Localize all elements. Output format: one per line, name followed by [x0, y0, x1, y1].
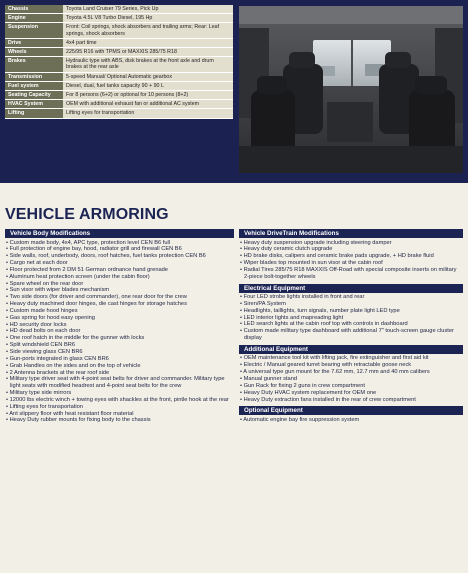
- spec-label: Chassis: [5, 5, 63, 14]
- spec-row: [5, 23, 233, 38]
- section-heading: Optional Equipment: [239, 406, 463, 415]
- list-item: • Heavy Duty rubber mounts for fixing body to the chassis: [5, 417, 234, 424]
- spec-row: [5, 38, 233, 47]
- spec-value: 225/95 R16 with TPMS or MAXXIS 285/75 R18: [63, 48, 233, 57]
- vehicle-interior-illustration: [239, 6, 463, 173]
- spec-label: Wheels: [5, 48, 63, 57]
- spec-label: HVAC System: [5, 100, 63, 109]
- list-item: • Spare wheel on the rear door: [5, 281, 234, 288]
- spec-label: Brakes: [5, 57, 63, 72]
- spec-value: Diesel, dual, fuel tanks capacity 90 + 90 L: [63, 81, 233, 90]
- list-item: • Heavy duty suspension upgrade including steering damper: [239, 240, 463, 247]
- spec-value: 5-speed Manual/ Optional Automatic gearbox: [63, 72, 233, 81]
- spec-row: [5, 100, 233, 109]
- list-item: • OEM maintenance tool kit with lifting jack, fire extinguisher and first aid kit: [239, 355, 463, 362]
- list-item: • Heavy duty machined door hinges, die cast hinges for storage hatches: [5, 301, 234, 308]
- spec-label: Engine: [5, 14, 63, 23]
- list-item: • Siren/PA System: [239, 301, 463, 308]
- list-item: • Lifting eyes for transportation: [5, 404, 234, 411]
- list-item: • Split windshield CEN BR6: [5, 342, 234, 349]
- page-title: VEHICLE ARMORING: [5, 206, 169, 223]
- spec-row: [5, 72, 233, 81]
- list-item: • Manual gunner stand: [239, 376, 463, 383]
- list-item: • HD security door locks: [5, 322, 234, 329]
- list-item: • Heavy Duty extraction fans installed in the rear of crew compartment: [239, 397, 463, 404]
- right-column: [239, 229, 463, 427]
- list-item: • Custom made military type dashboard with additional 7" touch-screen gauge cluster display: [239, 328, 463, 342]
- list-item: • Side viewing glass CEN BR6: [5, 349, 234, 356]
- spec-value: Hydraulic type with ABS, disk brakes at the front axle and drum brakes at the rear axle: [63, 57, 233, 72]
- spec-row: [5, 48, 233, 57]
- spec-row: [5, 14, 233, 23]
- optional-equipment-list: [239, 417, 463, 424]
- spec-label: Seating Capacity: [5, 91, 63, 100]
- section-heading: Vehicle DriveTrain Modifications: [239, 229, 463, 238]
- list-item: • LED search lights at the cabin roof top with controls in dashboard: [239, 321, 463, 328]
- list-item: • One roof hatch in the middle for the gunner with locks: [5, 335, 234, 342]
- list-item: • Gun Rack for fixing 2 guns in crew compartment: [239, 383, 463, 390]
- electrical-list: [239, 294, 463, 342]
- list-item: • A universal type gun mount for the 7.62 mm, 12.7 mm and 40 mm calibers: [239, 369, 463, 376]
- list-item: • Floor protected from 2 DM 51 German ordnance hand grenade: [5, 267, 234, 274]
- spec-value: Lifting eyes for transportation: [63, 109, 233, 118]
- list-item: • Military type driver seat with 4-point seat belts for driver and commander. Military type light seats with modified headrest and 4-point seat belts for the crew: [5, 376, 234, 390]
- spec-label: Suspension: [5, 23, 63, 38]
- section-heading: Electrical Equipment: [239, 284, 463, 293]
- spec-value: Toyota 4.5L V8 Turbo Diesel, 195 Hp: [63, 14, 233, 23]
- spec-value: Toyota Land Cruiser 79 Series, Pick Up: [63, 5, 233, 14]
- list-item: • Sun visor with wiper blades mechanism: [5, 287, 234, 294]
- list-item: • Military type side mirrors: [5, 390, 234, 397]
- list-item: • Gas spring for hood easy opening: [5, 315, 234, 322]
- list-item: • Ant slippery floor with heat resistant floor material: [5, 411, 234, 418]
- drivetrain-list: [239, 240, 463, 281]
- spec-label: Fuel system: [5, 81, 63, 90]
- list-item: • Heavy duty ceramic clutch upgrade: [239, 246, 463, 253]
- list-item: • Radial Tires 285/75 R18 MAXXIS Off-Road with special composite inserts on military 2-piece bolt-together wheels: [239, 267, 463, 281]
- list-item: • 12000 lbs electric winch + towing eyes with shackles at the front, pintle hook at the rear: [5, 397, 234, 404]
- list-item: • HD brake disks, calipers and ceramic brake pads upgrade, + HD brake fluid: [239, 253, 463, 260]
- spec-label: Transmission: [5, 72, 63, 81]
- left-column: [5, 229, 234, 427]
- list-item: • Custom made hood hinges: [5, 308, 234, 315]
- spec-row: [5, 81, 233, 90]
- list-item: • Cargo net at each door: [5, 260, 234, 267]
- list-item: • 2 Antenna brackets at the rear roof side: [5, 370, 234, 377]
- spec-value: OEM with additional exhaust fan or additional AC system: [63, 100, 233, 109]
- spec-row: [5, 91, 233, 100]
- list-item: • Custom made body, 4x4, APC type, protection level CEN B6 full: [5, 240, 234, 247]
- list-item: • Wiper blades top mounted in sun visor at the cabin roof: [239, 260, 463, 267]
- list-item: • Four LED strobe lights installed in front and rear: [239, 294, 463, 301]
- list-item: • Full protection of engine bay, hood, radiator grill and firewall CEN B6: [5, 246, 234, 253]
- list-item: • Gun-ports integrated in glass CEN BR6: [5, 356, 234, 363]
- spec-row: [5, 57, 233, 72]
- spec-value: For 8 persons (6+2) or optional for 10 persons (8+2): [63, 91, 233, 100]
- body-modifications-list: [5, 240, 234, 425]
- list-item: • Headlights, taillights, turn signals, number plate light LED type: [239, 308, 463, 315]
- list-item: • Grab Handles on the sides and on the top of vehicle: [5, 363, 234, 370]
- vehicle-interior-photo: [239, 6, 463, 173]
- spec-value: 4x4 part time: [63, 38, 233, 47]
- spec-value: Front: Coil springs, shock absorbers and trailing arms; Rear: Leaf springs, shock absorbers: [63, 23, 233, 38]
- spec-panel: [0, 0, 468, 183]
- list-item: • LED interior lights and mapreading light: [239, 315, 463, 322]
- list-item: • Two side doors (for driver and commander), one rear door for the crew: [5, 294, 234, 301]
- list-item: • Automatic engine bay fire suppression system: [239, 417, 463, 424]
- section-heading: Vehicle Body Modifications: [5, 229, 234, 238]
- spec-label: Drive: [5, 38, 63, 47]
- list-item: • HD dead bolts on each door: [5, 328, 234, 335]
- list-item: • Electric / Manual geared turret bearing with retractable goose neck: [239, 362, 463, 369]
- list-item: • Side walls, roof, underbody, doors, roof hatches, fuel tanks protection CEN B6: [5, 253, 234, 260]
- spec-row: [5, 5, 233, 14]
- additional-equipment-list: [239, 355, 463, 403]
- spec-row: [5, 109, 233, 118]
- list-item: • Heavy Duty HVAC system replacement for OEM one: [239, 390, 463, 397]
- list-item: • Aluminum heat protection screen (under the cabin floor): [5, 274, 234, 281]
- spec-label: Lifting: [5, 109, 63, 118]
- spec-table: [5, 5, 233, 119]
- section-heading: Additional Equipment: [239, 345, 463, 354]
